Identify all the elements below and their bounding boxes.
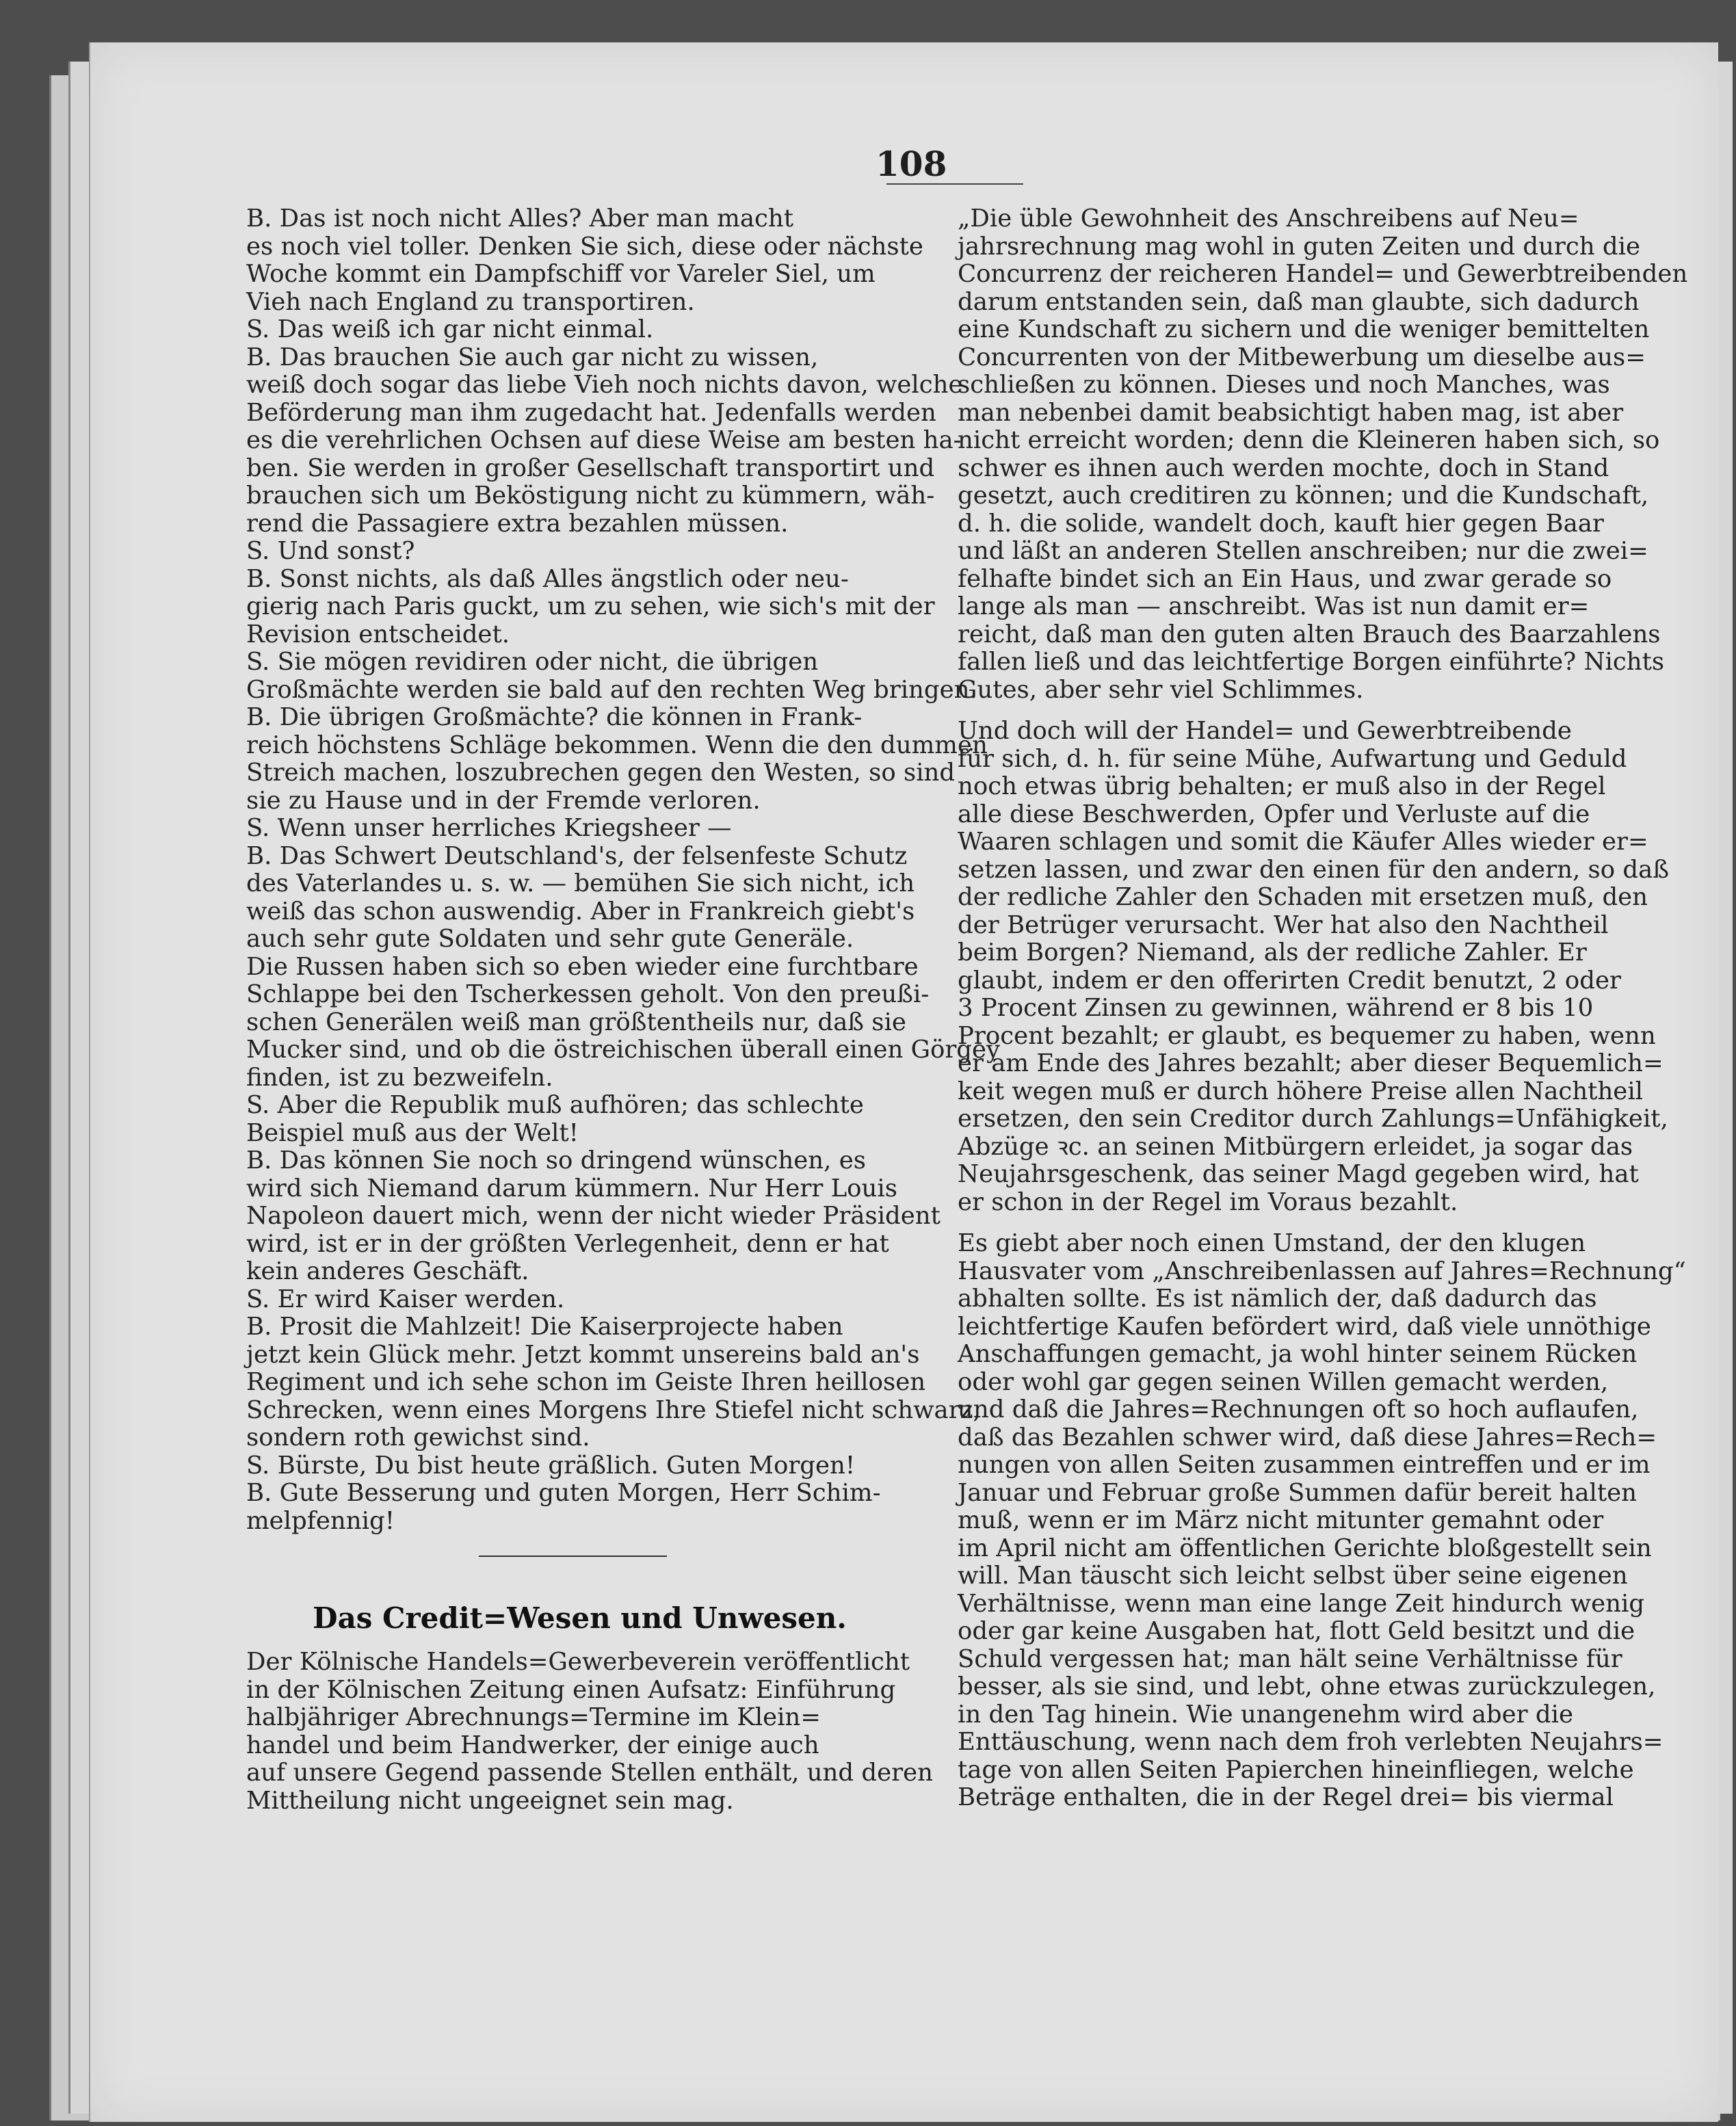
text-line: und läßt an anderen Stellen anschreiben; nur die zwei= (958, 537, 1648, 565)
text-line: muß, wenn er im März nicht mitunter gemahnt oder (958, 1506, 1604, 1534)
text-line: wird, ist er in der größten Verlegenheit, denn er hat (246, 1229, 889, 1258)
text-line: rend die Passagiere extra bezahlen müssen. (246, 509, 789, 538)
text-line: S. Aber die Republik muß aufhören; das schlechte (246, 1091, 864, 1119)
text-line: Anschaffungen gemacht, ja wohl hinter seinem Rücken (958, 1340, 1638, 1368)
text-line: felhafte bindet sich an Ein Haus, und zwar gerade so (958, 564, 1612, 593)
text-line: besser, als sie sind, und lebt, ohne etwas zurückzulegen, (958, 1672, 1656, 1701)
text-line: S. Das weiß ich gar nicht einmal. (246, 315, 654, 343)
article-intro-text (246, 1648, 933, 1815)
text-line: B. Das können Sie noch so dringend wünschen, es (246, 1146, 866, 1174)
text-line: des Vaterlandes u. s. w. — bemühen Sie sich nicht, ich (246, 869, 915, 897)
text-line: 3 Procent Zinsen zu gewinnen, während er 8 bis 10 (958, 994, 1594, 1022)
text-line: jahrsrechnung mag wohl in guten Zeiten und durch die (958, 232, 1641, 261)
text-line: gierig nach Paris guckt, um zu sehen, wie sich's mit der (246, 592, 935, 620)
text-line: Schuld vergessen hat; man hält seine Verhältnisse für (958, 1644, 1622, 1673)
text-line: er am Ende des Jahres bezahlt; aber dieser Bequemlich= (958, 1049, 1663, 1077)
text-line: Beförderung man ihm zugedacht hat. Jedenfalls werden (246, 398, 936, 427)
text-line: brauchen sich um Beköstigung nicht zu kümmern, wäh- (246, 482, 935, 510)
text-line: Es giebt aber noch einen Umstand, der den klugen (958, 1229, 1586, 1257)
text-line: Januar und Februar große Summen dafür bereit halten (958, 1478, 1637, 1507)
article-heading: Das Credit=Wesen und Unwesen. (313, 1601, 847, 1635)
section-separator (479, 1556, 667, 1557)
text-line: glaubt, indem er den offerirten Credit benutzt, 2 oder (958, 966, 1622, 995)
text-line: jetzt kein Glück mehr. Jetzt kommt unsereins bald an's (246, 1340, 920, 1369)
text-line: S. Wenn unser herrliches Kriegsheer — (246, 814, 732, 842)
left-column (246, 205, 1001, 1815)
text-line: will. Man täuscht sich leicht selbst über seine eigenen (958, 1562, 1628, 1590)
text-line: man nebenbei damit beabsichtigt haben mag, ist aber (958, 398, 1624, 427)
text-line: Streich machen, loszubrechen gegen den Westen, so sind (246, 759, 956, 787)
text-line: ersetzen, den sein Creditor durch Zahlungs=Unfähigkeit, (958, 1105, 1668, 1133)
text-line: reicht, daß man den guten alten Brauch des Baarzahlens (958, 620, 1661, 648)
text-line: lange als man — anschreibt. Was ist nun damit er= (958, 592, 1590, 620)
text-line: sondern roth gewichst sind. (246, 1423, 590, 1452)
text-line: nicht erreicht worden; denn die Kleineren haben sich, so (958, 426, 1660, 454)
text-line: der redliche Zahler den Schaden mit ersetzen muß, den (958, 883, 1648, 911)
text-line: B. Das Schwert Deutschland's, der felsenfeste Schutz (246, 841, 908, 870)
text-line: Napoleon dauert mich, wenn der nicht wieder Präsident (246, 1202, 941, 1230)
text-line: Concurrenz der reicheren Handel= und Gewerbtreibenden (958, 260, 1688, 288)
text-line: Concurrenten von der Mitbewerbung um dieselbe aus= (958, 343, 1646, 371)
text-line: Abzüge ꝛc. an seinen Mitbürgern erleidet, ja sogar das (958, 1132, 1633, 1161)
text-line: Schlappe bei den Tscherkessen geholt. Von den preußi- (246, 980, 930, 1008)
text-line: es die verehrlichen Ochsen auf diese Weise am besten ha- (246, 426, 962, 454)
text-line: kein anderes Geschäft. (246, 1257, 529, 1285)
text-line: oder wohl gar gegen seinen Willen gemacht werden, (958, 1367, 1609, 1396)
text-line: abhalten sollte. Es ist nämlich der, daß dadurch das (958, 1285, 1597, 1313)
text-line: finden, ist zu bezweifeln. (246, 1063, 553, 1092)
text-line: in der Kölnischen Zeitung einen Aufsatz: Einführung (246, 1675, 896, 1704)
text-line: handel und beim Handwerker, der einige auch (246, 1731, 819, 1759)
text-line: sie zu Hause und in der Fremde verloren. (246, 786, 761, 815)
text-line: Verhältnisse, wenn man eine lange Zeit hindurch wenig (958, 1589, 1645, 1618)
text-line: schen Generälen weiß man größtentheils nur, daß sie (246, 1008, 906, 1036)
text-line: gesetzt, auch creditiren zu können; und die Kundschaft, (958, 482, 1649, 510)
text-line: fallen ließ und das leichtfertige Borgen einführte? Nichts (958, 648, 1665, 676)
text-line: melpfennig! (246, 1506, 395, 1535)
text-line: Neujahrsgeschenk, das seiner Magd gegeben wird, hat (958, 1160, 1639, 1188)
text-line: Revision entscheidet. (246, 620, 510, 648)
text-line: S. Und sonst? (246, 537, 415, 565)
text-line: Hausvater vom „Anschreibenlassen auf Jahres=Rechnung“ (958, 1257, 1686, 1285)
text-line: für sich, d. h. für seine Mühe, Aufwartung und Geduld (958, 744, 1627, 773)
text-line: und daß die Jahres=Rechnungen oft so hoch auflaufen, (958, 1395, 1639, 1423)
article-body-text (958, 205, 1688, 1812)
text-line: d. h. die solide, wandelt doch, kauft hier gegen Baar (958, 509, 1604, 538)
text-line: Gutes, aber sehr viel Schlimmes. (958, 675, 1364, 704)
right-column (958, 205, 1688, 1812)
text-line: Vieh nach England zu transportiren. (246, 287, 695, 316)
text-line: Beispiel muß aus der Welt! (246, 1118, 579, 1147)
text-line: keit wegen muß er durch höhere Preise allen Nachtheil (958, 1077, 1644, 1105)
text-line: nungen von allen Seiten zusammen eintreffen und er im (958, 1451, 1650, 1479)
text-line: B. Gute Besserung und guten Morgen, Herr Schim- (246, 1479, 881, 1507)
dialogue-text (246, 205, 1001, 1535)
text-line: B. Die übrigen Großmächte? die können in Frank- (246, 703, 863, 731)
text-line: oder gar keine Ausgaben hat, flott Geld besitzt und die (958, 1617, 1635, 1645)
text-line: Und doch will der Handel= und Gewerbtreibende (958, 717, 1572, 745)
text-line: Woche kommt ein Dampfschiff vor Vareler Siel, um (246, 260, 876, 288)
header-rule (886, 183, 1023, 185)
text-line: Die Russen haben sich so eben wieder eine furchtbare (246, 952, 919, 981)
text-line: alle diese Beschwerden, Opfer und Verluste auf die (958, 800, 1590, 828)
text-line: auf unsere Gegend passende Stellen enthält, und deren (246, 1759, 933, 1787)
paragraph-gap (958, 704, 1614, 718)
text-line: schließen zu können. Dieses und noch Manches, was (958, 371, 1610, 399)
text-line: noch etwas übrig behalten; er muß also in der Regel (958, 772, 1606, 800)
text-line: schwer es ihnen auch werden mochte, doch in Stand (958, 454, 1609, 482)
text-line: Regiment und ich sehe schon im Geiste Ihren heillosen (246, 1368, 926, 1396)
text-line: B. Das brauchen Sie auch gar nicht zu wissen, (246, 343, 819, 371)
page-number: 108 (876, 144, 947, 184)
text-line: beim Borgen? Niemand, als der redliche Zahler. Er (958, 939, 1587, 967)
text-line: „Die üble Gewohnheit des Anschreibens auf Neu= (958, 205, 1579, 233)
text-line: Waaren schlagen und somit die Käufer Alles wieder er= (958, 828, 1648, 856)
text-line: auch sehr gute Soldaten und sehr gute Generäle. (246, 925, 854, 953)
text-line: Enttäuschung, wenn nach dem froh verlebten Neujahrs= (958, 1728, 1663, 1756)
text-line: Der Kölnische Handels=Gewerbeverein veröffentlicht (246, 1648, 910, 1676)
text-line: B. Sonst nichts, als daß Alles ängstlich oder neu- (246, 564, 849, 593)
text-line: Schrecken, wenn eines Morgens Ihre Stiefel nicht schwarz, (246, 1395, 981, 1424)
text-line: S. Bürste, Du bist heute gräßlich. Guten Morgen! (246, 1451, 856, 1480)
text-line: der Betrüger verursacht. Wer hat also den Nachtheil (958, 910, 1609, 939)
text-line: weiß das schon auswendig. Aber in Frankreich giebt's (246, 897, 915, 926)
text-line: Mucker sind, und ob die östreichischen überall einen Görgey (246, 1036, 1001, 1064)
text-line: er schon in der Regel im Voraus bezahlt. (958, 1187, 1458, 1216)
text-line: im April nicht am öffentlichen Gerichte bloßgestellt sein (958, 1534, 1652, 1562)
text-line: in den Tag hinein. Wie unangenehm wird aber die (958, 1700, 1573, 1729)
text-line: weiß doch sogar das liebe Vieh noch nichts davon, welche (246, 371, 963, 399)
text-line: darum entstanden sein, daß man glaubte, sich dadurch (958, 287, 1640, 316)
text-line: S. Er wird Kaiser werden. (246, 1285, 565, 1313)
text-line: Beträge enthalten, die in der Regel drei= bis viermal (958, 1783, 1614, 1811)
text-line: leichtfertige Kaufen befördert wird, daß viele unnöthige (958, 1312, 1651, 1341)
text-line: reich höchstens Schläge bekommen. Wenn die den dummen (246, 731, 988, 759)
text-line: daß das Bezahlen schwer wird, daß diese Jahres=Rech= (958, 1423, 1657, 1452)
text-line: ben. Sie werden in großer Gesellschaft transportirt und (246, 454, 935, 482)
text-line: eine Kundschaft zu sichern und die weniger bemittelten (958, 315, 1650, 343)
text-line: S. Sie mögen revidiren oder nicht, die übrigen (246, 648, 819, 676)
text-line: wird sich Niemand darum kümmern. Nur Herr Louis (246, 1174, 897, 1203)
text-line: Mittheilung nicht ungeeignet sein mag. (246, 1786, 734, 1815)
text-line: setzen lassen, und zwar den einen für den andern, so daß (958, 855, 1670, 884)
text-line: Großmächte werden sie bald auf den rechten Weg bringen. (246, 675, 977, 704)
text-line: B. Prosit die Mahlzeit! Die Kaiserprojecte haben (246, 1313, 843, 1341)
text-line: B. Das ist noch nicht Alles? Aber man macht (246, 205, 794, 233)
text-line: halbjähriger Abrechnungs=Termine im Klein= (246, 1703, 821, 1731)
text-line: Procent bezahlt; er glaubt, es bequemer zu haben, wenn (958, 1021, 1656, 1050)
paragraph-gap (958, 1216, 1614, 1230)
text-line: es noch viel toller. Denken Sie sich, diese oder nächste (246, 232, 923, 261)
text-line: tage von allen Seiten Papierchen hineinfliegen, welche (958, 1755, 1634, 1784)
